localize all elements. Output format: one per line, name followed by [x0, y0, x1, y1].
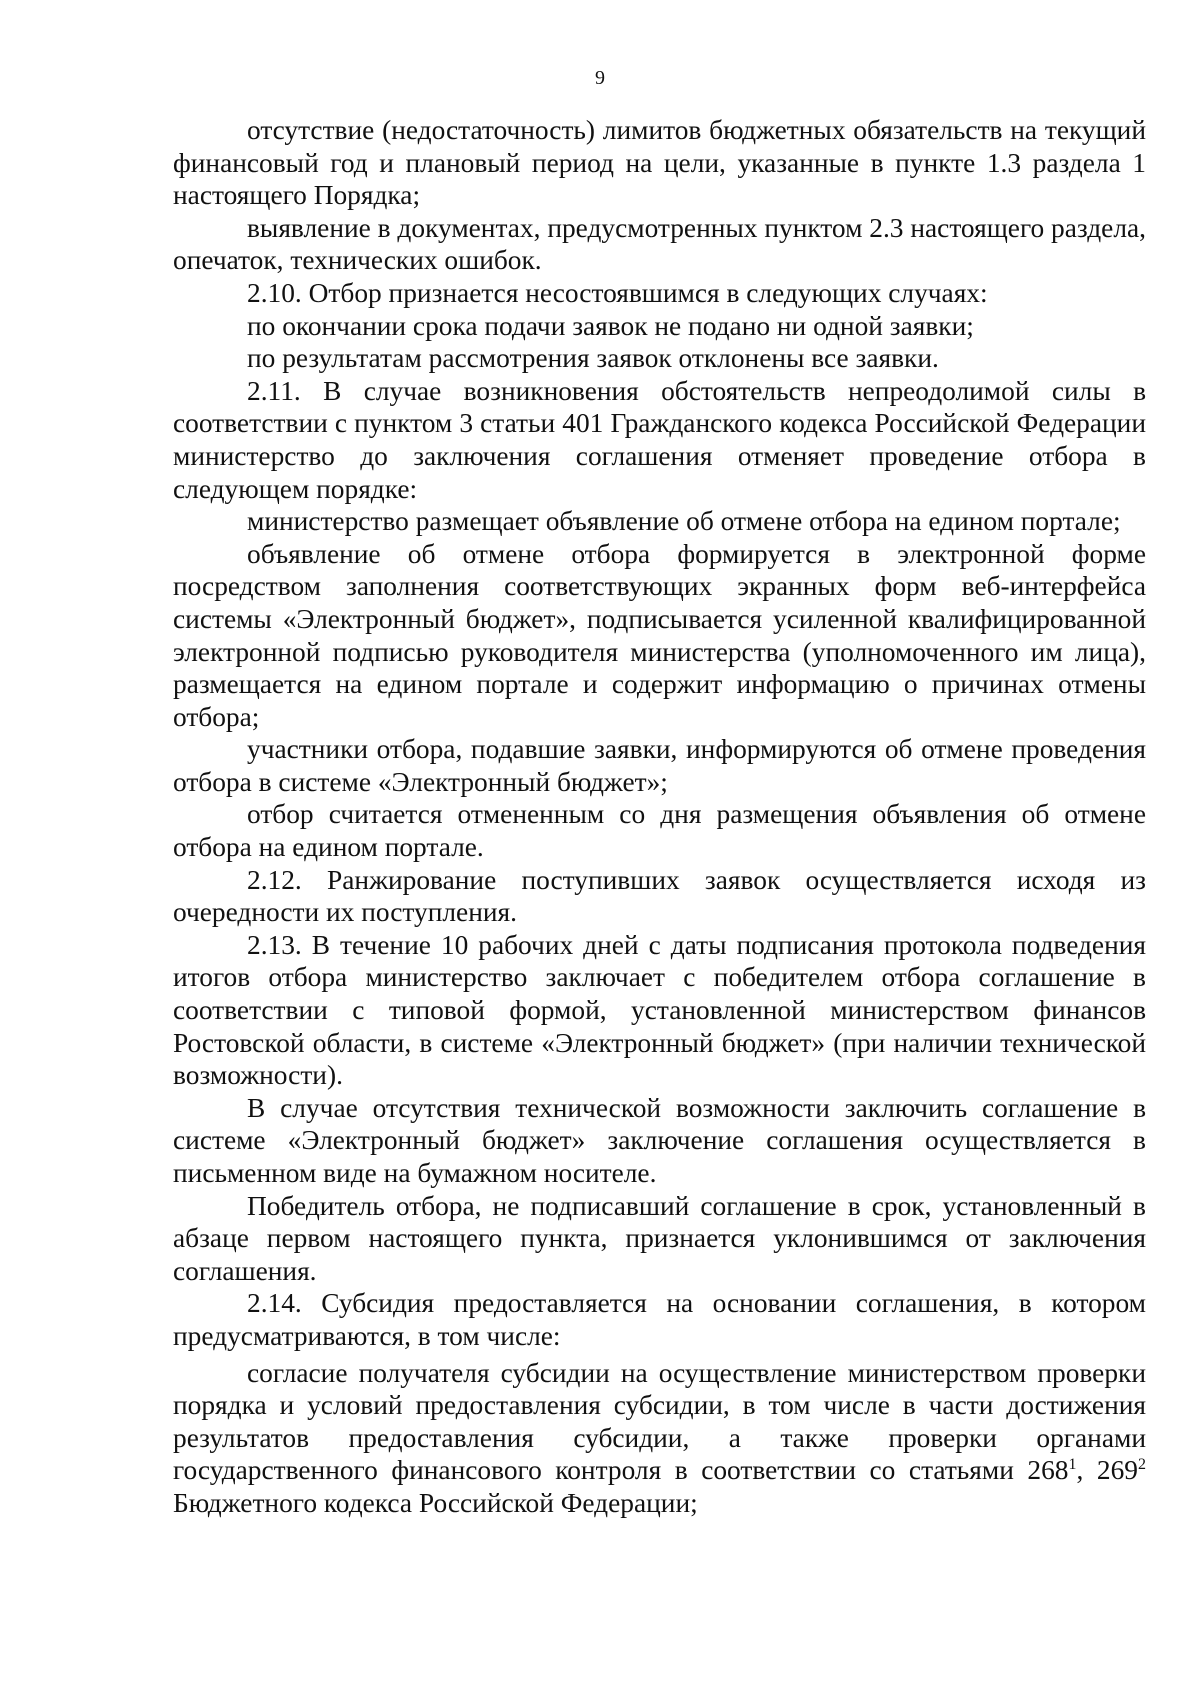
- consent-text-before: согласие получателя субсидии на осуществление министерством проверки порядка и условий предоставления субсидии, в том числе в части достижения результатов предоставления субсидии, а также проверки органами государственного финансового контроля в соответствии со статьями 268: [173, 1357, 1146, 1486]
- paragraph-cancel-announcement: министерство размещает объявление об отмене отбора на едином портале;: [247, 506, 1121, 537]
- paragraph-participants-informed: участники отбора, подавшие заявки, информируются об отмене проведения отбора в системе «Электронный бюджет»;: [173, 734, 1146, 797]
- paragraph-2-10: 2.10. Отбор признается несостоявшимся в следующих случаях:: [247, 277, 988, 308]
- paragraph-typos-found: выявление в документах, предусмотренных пунктом 2.3 настоящего раздела, опечаток, технических ошибок.: [173, 212, 1146, 276]
- paragraph-no-applications: по окончании срока подачи заявок не подано ни одной заявки;: [247, 310, 974, 341]
- paragraph-cancel-form: объявление об отмене отбора формируется в электронной форме посредством заполнения соответствующих экранных форм веб-интерфейса системы «Электронный бюджет», подписывается усиленной квалифицированной электронной подписью руководителя министерства (уполномоченного им лица), размещается на едином портале и содержит информацию о причинах отмены отбора;: [173, 538, 1146, 732]
- superscript-2: 2: [1138, 1456, 1146, 1474]
- paragraph-limits-absence: отсутствие (недостаточность) лимитов бюджетных обязательств на текущий финансовый год и плановый период на цели, указанные в пункте 1.3 раздела 1 настоящего Порядка;: [173, 115, 1146, 211]
- paragraph-2-14: 2.14. Субсидия предоставляется на основании соглашения, в котором предусматриваются, в том числе:: [173, 1288, 1146, 1351]
- paragraph-2-11: 2.11. В случае возникновения обстоятельств непреодолимой силы в соответствии с пунктом 3 статьи 401 Гражданского кодекса Российской Федерации министерство до заключения соглашения отменяет проведение отбора в следующем порядке:: [173, 375, 1146, 504]
- consent-text-after: Бюджетного кодекса Российской Федерации;: [173, 1487, 698, 1518]
- paragraph-paper-agreement: В случае отсутствия технической возможности заключить соглашение в системе «Электронный бюджет» заключение соглашения осуществляется в письменном виде на бумажном носителе.: [173, 1092, 1146, 1188]
- paragraph-consent-inspection: [173, 1357, 1146, 1520]
- paragraph-cancelled-date: отбор считается отмененным со дня размещения объявления об отмене отбора на едином портале.: [173, 799, 1146, 863]
- superscript-1: 1: [1068, 1456, 1077, 1474]
- paragraph-2-13: 2.13. В течение 10 рабочих дней с даты подписания протокола подведения итогов отбора министерство заключает с победителем отбора соглашение в соответствии с типовой формой, установленной министерством финансов Ростовской области, в системе «Электронный бюджет» (при наличии технической возможности).: [173, 929, 1146, 1091]
- paragraph-all-rejected: по результатам рассмотрения заявок отклонены все заявки.: [247, 343, 939, 374]
- document-body: [173, 114, 1146, 1520]
- consent-text-middle: , 269: [1076, 1455, 1138, 1486]
- page-number: 9: [595, 67, 605, 89]
- paragraph-2-12: 2.12. Ранжирование поступивших заявок осуществляется исходя из очередности их поступления.: [173, 864, 1146, 928]
- paragraph-winner-evasion: Победитель отбора, не подписавший соглашение в срок, установленный в абзаце первом настоящего пункта, признается уклонившимся от заключения соглашения.: [173, 1190, 1146, 1286]
